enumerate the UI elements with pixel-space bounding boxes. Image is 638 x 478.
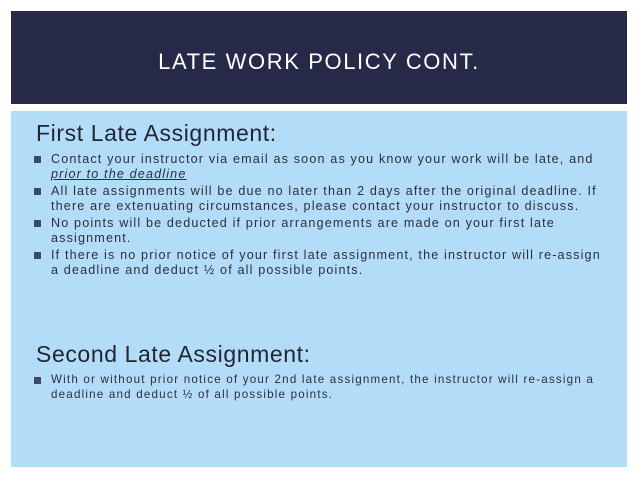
list-item [34, 248, 612, 277]
square-bullet-icon [34, 377, 41, 384]
section-heading-second-late: Second Late Assignment: [36, 341, 311, 367]
bullet-text: No points will be deducted if prior arrangements are made on your first late assignment. [51, 216, 555, 245]
bullet-text: Contact your instructor via email as soon as you know your work will be late, and [51, 152, 594, 166]
list-item [34, 373, 612, 402]
bullet-text: If there is no prior notice of your first late assignment, the instructor will re-assign a deadline and deduct ½ of all possible points. [51, 248, 601, 277]
title-bar [11, 11, 627, 104]
content-panel [11, 111, 627, 467]
emphasis-text: prior to the deadline [51, 166, 187, 181]
square-bullet-icon [34, 252, 41, 259]
slide-title: LATE WORK POLICY CONT. [158, 48, 480, 74]
square-bullet-icon [34, 156, 41, 163]
bullet-text: All late assignments will be due no later than 2 days after the original deadline. If there are extenuating circumstances, please contact your instructor to discuss. [51, 184, 597, 213]
list-item [34, 216, 612, 245]
first-late-bullet-list [34, 152, 612, 280]
square-bullet-icon [34, 220, 41, 227]
list-item [34, 184, 612, 213]
square-bullet-icon [34, 188, 41, 195]
bullet-text: With or without prior notice of your 2nd late assignment, the instructor will re-assign a deadline and deduct ½ of all possible points. [51, 373, 595, 401]
second-late-bullet-list [34, 373, 612, 405]
section-heading-first-late: First Late Assignment: [36, 120, 277, 146]
list-item [34, 152, 612, 181]
